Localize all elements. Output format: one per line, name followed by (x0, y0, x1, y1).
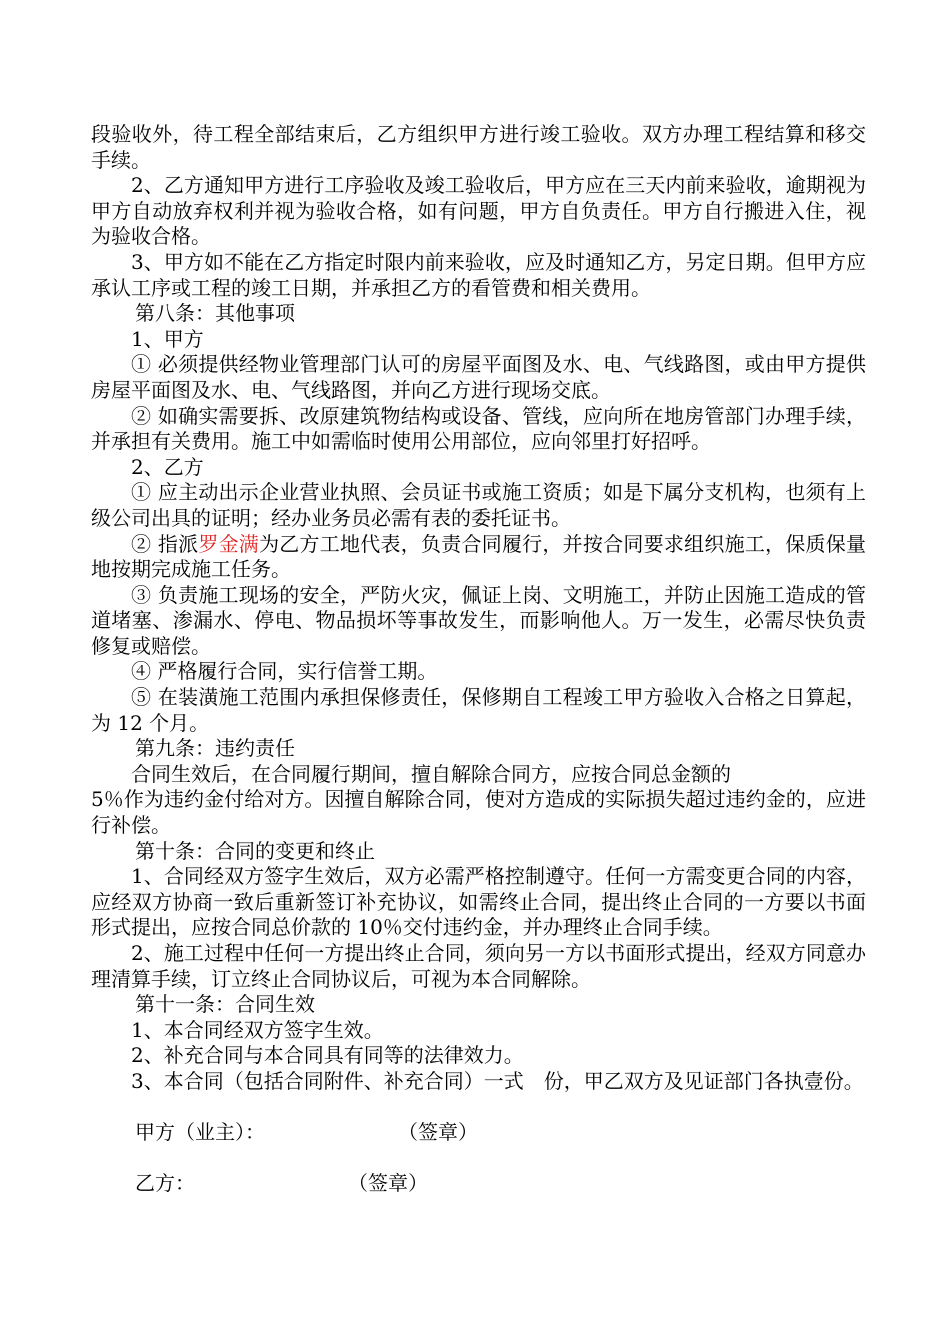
signature-block (91, 1095, 866, 1197)
party-b-seal-label: （签章） (348, 1171, 428, 1196)
party-b-signature-row (91, 1171, 866, 1197)
article-11-item-2: 2、补充合同与本合同具有同等的法律效力。 (131, 1043, 524, 1068)
party-b-signature-label: 乙方： (135, 1171, 195, 1196)
party-b-item-3: ③ 负责施工现场的安全，严防火灾，佩证上岗、文明施工，并防止因施工造成的管道堵塞、渗漏水、停电、物品损坏等事故发生，而影响他人。万一发生，必需尽快负责修复或赔偿。 (91, 582, 866, 658)
party-a-heading: 1、甲方 (131, 326, 204, 351)
article-9-line-2: 5％作为违约金付给对方。因擅自解除合同，使对方造成的实际损失超过违约金的，应进行补偿。 (91, 787, 866, 838)
spacer (91, 1095, 866, 1121)
party-b-heading: 2、乙方 (131, 454, 204, 479)
party-a-signature-row (91, 1120, 866, 1146)
paragraph-acceptance-2: 2、乙方通知甲方进行工序验收及竣工验收后，甲方应在三天内前来验收，逾期视为甲方自动放弃权利并视为验收合格，如有问题，甲方自负责任。甲方自行搬进入住，视为验收合格。 (91, 173, 866, 249)
article-9-title: 第九条：违约责任 (135, 736, 295, 761)
party-a-item-1: ① 必须提供经物业管理部门认可的房屋平面图及水、电、气线路图，或由甲方提供房屋平面图及水、电、气线路图，并向乙方进行现场交底。 (91, 352, 866, 402)
party-b-item-4: ④ 严格履行合同，实行信誉工期。 (131, 659, 438, 684)
party-b-item-2 (91, 532, 866, 583)
contract-body (91, 122, 866, 1197)
article-11-title: 第十一条：合同生效 (135, 992, 315, 1017)
article-10-item-2: 2、施工过程中任何一方提出终止合同，须向另一方以书面形式提出，经双方同意办理清算手续，订立终止合同协议后，可视为本合同解除。 (91, 941, 866, 991)
party-b-item-2-suffix: 为乙方工地代表，负责合同履行，并按合同要求组织施工，保质保量地按期完成施工任务。 (91, 531, 867, 582)
article-10-item-1: 1、合同经双方签字生效后，双方必需严格控制遵守。任何一方需变更合同的内容，应经双方协商一致后重新签订补充协议，如需终止合同，提出终止合同的一方要以书面形式提出，应按合同总价款的 10％交付违约金，并办理终止合同手续。 (91, 864, 866, 940)
party-a-item-2: ② 如确实需要拆、改原建筑物结构或设备、管线，应向所在地房管部门办理手续，并承担有关费用。施工中如需临时使用公用部位，应向邻里打好招呼。 (91, 403, 866, 454)
party-b-item-5: ⑤ 在装潢施工范围内承担保修责任，保修期自工程竣工甲方验收入合格之日算起，为 12 个月。 (91, 685, 866, 735)
article-8-title: 第八条：其他事项 (135, 301, 295, 326)
site-representative-name: 罗金满 (198, 531, 260, 556)
party-a-signature-label: 甲方（业主）： (135, 1120, 265, 1145)
article-9-line-1: 合同生效后，在合同履行期间，擅自解除合同方，应按合同总金额的 (131, 761, 731, 786)
paragraph-acceptance-continued: 段验收外，待工程全部结束后，乙方组织甲方进行竣工验收。双方办理工程结算和移交手续。 (91, 122, 866, 172)
party-b-item-2-prefix: ② 指派 (131, 531, 199, 556)
article-11-item-1: 1、本合同经双方签字生效。 (131, 1017, 384, 1042)
article-11-item-3: 3、本合同（包括合同附件、补充合同）一式 份，甲乙双方及见证部门各执壹份。 (131, 1068, 864, 1093)
party-b-item-1: ① 应主动出示企业营业执照、会员证书或施工资质；如是下属分支机构，也须有上级公司出具的证明；经办业务员必需有表的委托证书。 (91, 480, 866, 530)
paragraph-acceptance-3: 3、甲方如不能在乙方指定时限内前来验收，应及时通知乙方，另定日期。但甲方应承认工序或工程的竣工日期，并承担乙方的看管费和相关费用。 (91, 249, 866, 300)
article-10-title: 第十条：合同的变更和终止 (135, 838, 375, 863)
spacer (91, 1146, 866, 1172)
party-a-seal-label: （签章） (398, 1120, 478, 1145)
